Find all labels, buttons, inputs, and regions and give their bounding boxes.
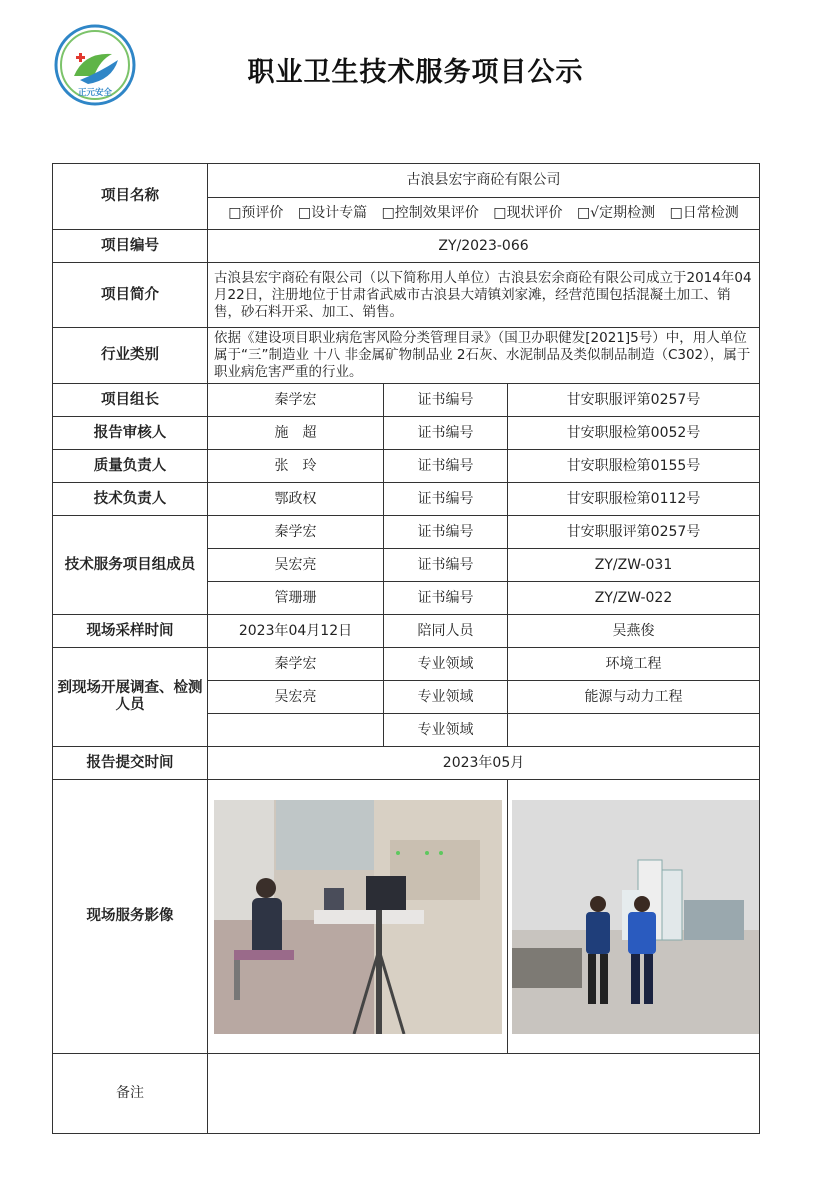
photos-label: 现场服务影像 — [53, 780, 208, 1054]
row-intro — [53, 263, 760, 328]
member-name: 管珊珊 — [208, 582, 384, 615]
survey-label: 到现场开展调查、检测人员 — [53, 648, 208, 747]
sampling-date: 2023年04月12日 — [208, 615, 384, 648]
row-project-name — [53, 164, 760, 198]
photo-office-testing — [214, 800, 502, 1034]
member-cert-label: 证书编号 — [384, 516, 508, 549]
member-name: 吴宏亮 — [208, 549, 384, 582]
row-survey-1 — [53, 648, 760, 681]
tech-cert: 甘安职服检第0112号 — [508, 483, 760, 516]
leader-cert: 甘安职服评第0257号 — [508, 384, 760, 417]
option-periodic-testing: □√定期检测 — [576, 205, 656, 221]
intro-label: 项目简介 — [53, 263, 208, 328]
member-cert: ZY/ZW-031 — [508, 549, 760, 582]
option-design: □设计专篇 — [297, 205, 368, 221]
quality-name: 张 玲 — [208, 450, 384, 483]
quality-label: 质量负责人 — [53, 450, 208, 483]
project-number-value: ZY/2023-066 — [208, 230, 760, 263]
reviewer-label: 报告审核人 — [53, 417, 208, 450]
remarks-value — [208, 1054, 760, 1134]
survey-name: 秦学宏 — [208, 648, 384, 681]
project-name-label: 项目名称 — [53, 164, 208, 230]
member-cert-label: 证书编号 — [384, 549, 508, 582]
survey-field — [508, 714, 760, 747]
survey-field: 环境工程 — [508, 648, 760, 681]
row-reviewer — [53, 417, 760, 450]
survey-name: 吴宏亮 — [208, 681, 384, 714]
logo-text: 正元安全 — [77, 88, 113, 98]
leader-name: 秦学宏 — [208, 384, 384, 417]
option-control-effect: □控制效果评价 — [381, 205, 479, 221]
row-tech — [53, 483, 760, 516]
member-cert-label: 证书编号 — [384, 582, 508, 615]
page-title: 职业卫生技术服务项目公示 — [247, 57, 584, 88]
member-cert: ZY/ZW-022 — [508, 582, 760, 615]
survey-field: 能源与动力工程 — [508, 681, 760, 714]
companion-label: 陪同人员 — [384, 615, 508, 648]
submit-date: 2023年05月 — [208, 747, 760, 780]
sampling-label: 现场采样时间 — [53, 615, 208, 648]
survey-field-label: 专业领域 — [384, 681, 508, 714]
tech-label: 技术负责人 — [53, 483, 208, 516]
option-status-assessment: □现状评价 — [493, 205, 563, 221]
photo-outdoor-team — [512, 800, 760, 1034]
remarks-label: 备注 — [53, 1054, 208, 1134]
project-name-value: 古浪县宏宇商砼有限公司 — [208, 164, 760, 198]
row-project-number — [53, 230, 760, 263]
photo-cell-outdoor — [508, 780, 760, 1054]
submit-label: 报告提交时间 — [53, 747, 208, 780]
industry-label: 行业类别 — [53, 328, 208, 384]
member-name: 秦学宏 — [208, 516, 384, 549]
reviewer-cert-label: 证书编号 — [384, 417, 508, 450]
members-label: 技术服务项目组成员 — [53, 516, 208, 615]
companion-name: 吴燕俊 — [508, 615, 760, 648]
row-quality — [53, 450, 760, 483]
row-remarks — [53, 1054, 760, 1134]
quality-cert: 甘安职服检第0155号 — [508, 450, 760, 483]
leader-label: 项目组长 — [53, 384, 208, 417]
quality-cert-label: 证书编号 — [384, 450, 508, 483]
survey-field-label: 专业领域 — [384, 714, 508, 747]
row-submit — [53, 747, 760, 780]
survey-name — [208, 714, 384, 747]
option-pre-assessment: □预评价 — [228, 205, 284, 221]
industry-text: 依据《建设项目职业病危害风险分类管理目录》（国卫办职健发[2021]5号）中，用人单位属于“三”制造业 十八 非金属矿物制品业 2石灰、水泥制品及类似制品制造（C302），属于职业病危害严重的行业。 — [208, 328, 760, 384]
row-industry — [53, 328, 760, 384]
row-member-1 — [53, 516, 760, 549]
row-photos — [53, 780, 760, 1054]
service-type-options — [208, 198, 760, 230]
leader-cert-label: 证书编号 — [384, 384, 508, 417]
tech-cert-label: 证书编号 — [384, 483, 508, 516]
survey-field-label: 专业领域 — [384, 648, 508, 681]
project-number-label: 项目编号 — [53, 230, 208, 263]
row-sampling — [53, 615, 760, 648]
intro-text: 古浪县宏宇商砼有限公司（以下简称用人单位）古浪县宏余商砼有限公司成立于2014年04月22日，注册地位于甘肃省武威市古浪县大靖镇刘家滩，经营范围包括混凝土加工、销售，砂石料开采、加工、销售。 — [208, 263, 760, 328]
member-cert: 甘安职服评第0257号 — [508, 516, 760, 549]
reviewer-cert: 甘安职服检第0052号 — [508, 417, 760, 450]
reviewer-name: 施 超 — [208, 417, 384, 450]
option-daily-testing: □日常检测 — [669, 205, 739, 221]
tech-name: 鄂政权 — [208, 483, 384, 516]
row-leader — [53, 384, 760, 417]
photo-cell-office — [208, 780, 508, 1054]
project-table — [52, 163, 760, 1134]
